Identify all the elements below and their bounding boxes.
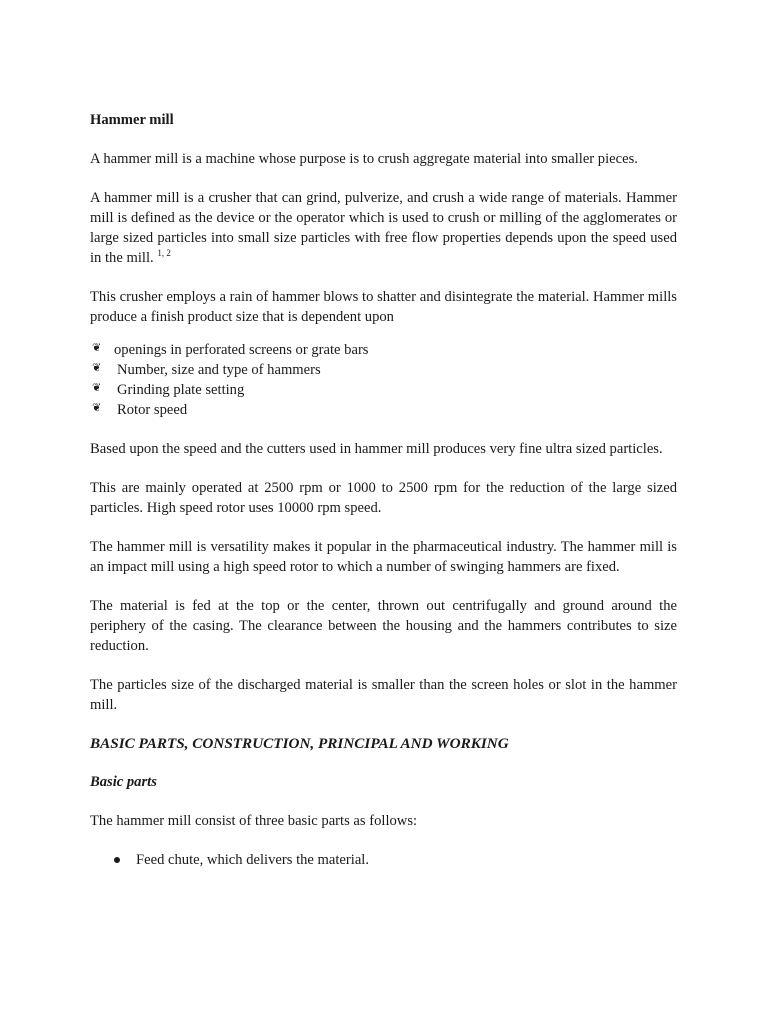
floral-bullet-icon: ❦ [92,362,102,374]
list-item-text: Number, size and type of hammers [117,362,321,378]
list-item-text: Rotor speed [117,402,188,418]
section-title: BASIC PARTS, CONSTRUCTION, PRINCIPAL AND WORKING [90,735,509,752]
paragraph-particle-size: The particles size of the discharged material is smaller than the screen holes or slot in the hammer mill. [90,677,677,713]
list-item [90,400,677,420]
list-item [90,340,677,360]
subsection-title: Basic parts [90,774,157,790]
document-body [90,110,677,870]
list-item-text: Feed chute, which delivers the material. [136,852,370,868]
document-heading: Hammer mill [90,112,174,128]
paragraph-crusher-description [90,188,677,268]
floral-bullet-icon: ❦ [92,342,102,354]
list-item [90,850,677,870]
floral-bullet-icon: ❦ [92,382,102,394]
list-item-text: Grinding plate setting [117,382,245,398]
paragraph-definition: A hammer mill is a machine whose purpose is to crush aggregate material into smaller pieces. [90,151,638,167]
paragraph-crusher-text: A hammer mill is a crusher that can grind, pulverize, and crush a wide range of materials. Hammer mill is defined as the device or the operator which is used to crush or milling of the agglomerates or large sized particles into small size particles with free flow properties depends upon the speed used in the mill. [90,190,677,266]
parts-list [90,850,677,870]
citation-superscript: 1, 2 [157,248,171,258]
paragraph-versatility: The hammer mill is versatility makes it popular in the pharmaceutical industry. The hammer mill is an impact mill using a high speed rotor to which a number of swinging hammers are fixed. [90,539,677,575]
list-item [90,360,677,380]
paragraph-parts-intro: The hammer mill consist of three basic parts as follows: [90,813,418,829]
paragraph-feeding: The material is fed at the top or the center, thrown out centrifugally and ground around the periphery of the casing. The clearance between the housing and the hammers contributes to size reduction. [90,598,677,654]
floral-bullet-icon: ❦ [92,402,102,414]
disc-bullet-icon [114,857,120,863]
list-item [90,380,677,400]
list-item-text: openings in perforated screens or grate bars [114,342,369,358]
paragraph-speed-cutters: Based upon the speed and the cutters used in hammer mill produces very fine ultra sized particles. [90,441,663,457]
paragraph-rpm: This are mainly operated at 2500 rpm or 1000 to 2500 rpm for the reduction of the large sized particles. High speed rotor uses 10000 rpm speed. [90,480,677,516]
paragraph-hammer-blows: This crusher employs a rain of hammer blows to shatter and disintegrate the material. Hammer mills produce a finish product size that is dependent upon [90,289,677,325]
factor-list [90,340,677,420]
